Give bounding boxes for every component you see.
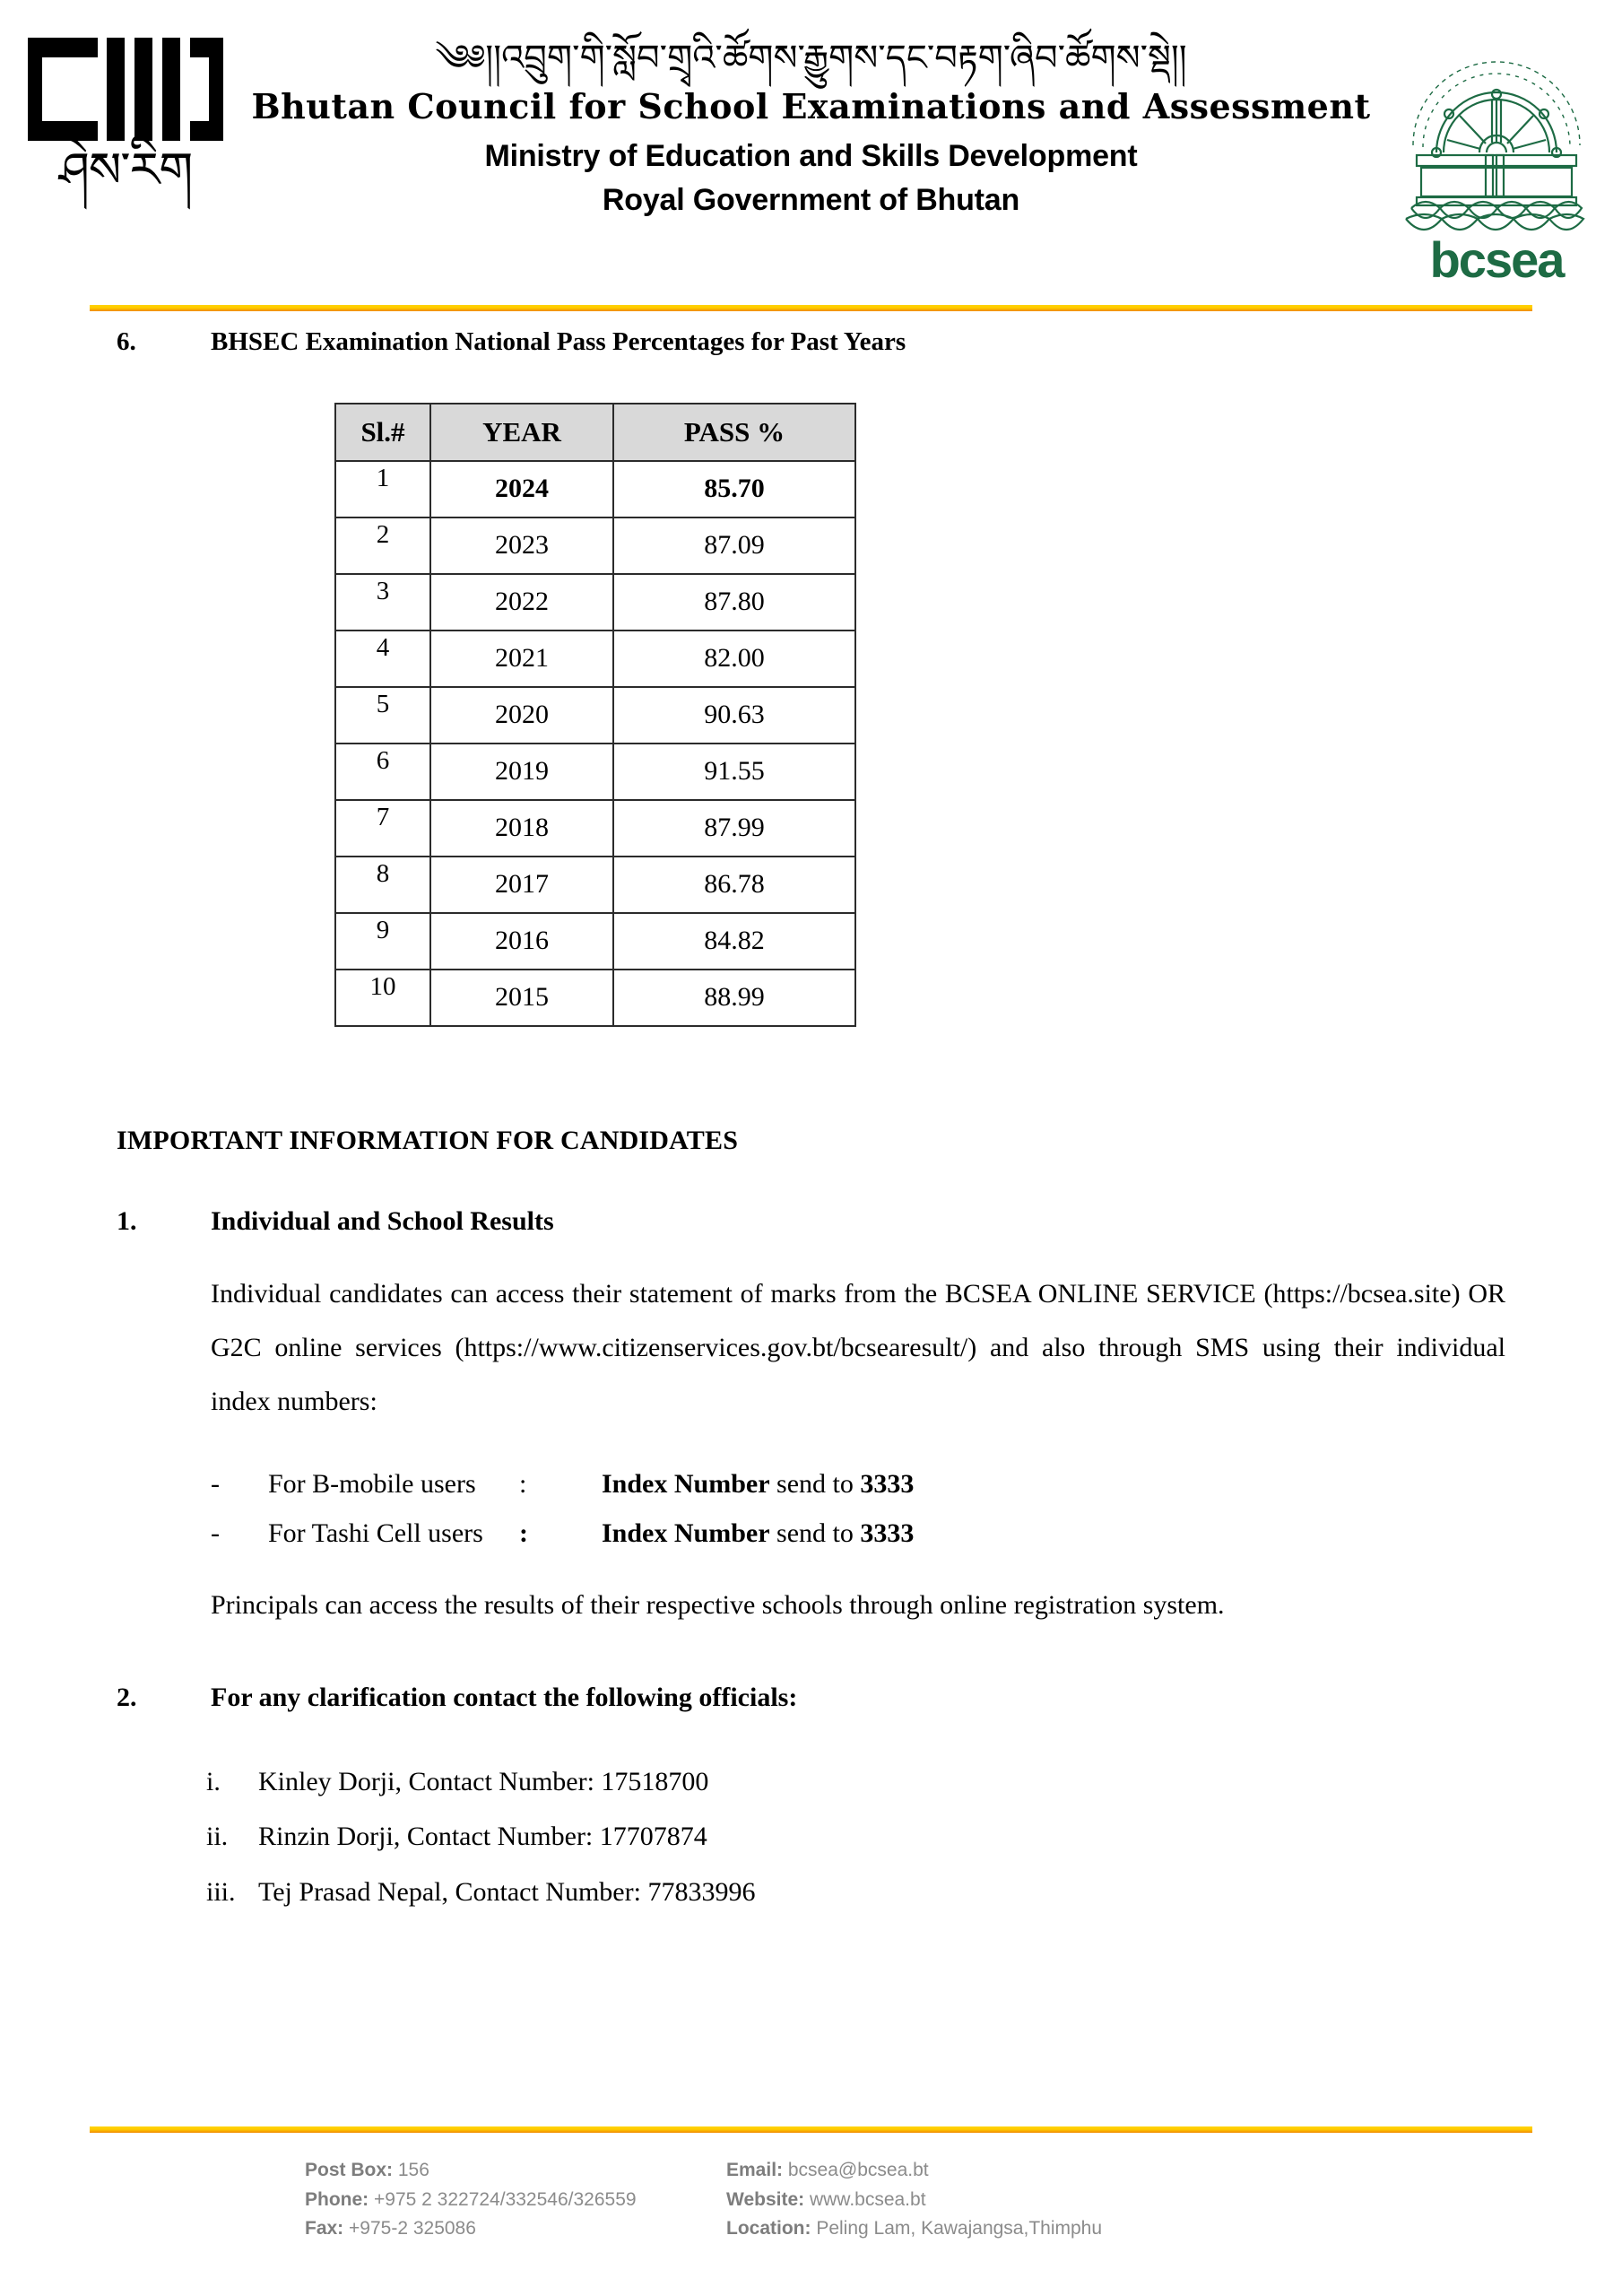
cell-year: 2022: [430, 574, 613, 631]
cell-pass-percent: 82.00: [613, 631, 855, 687]
footer-website-value[interactable]: www.bcsea.bt: [804, 2188, 926, 2210]
item-2-title: For any clarification contact the following officials:: [211, 1682, 798, 1712]
book-emblem-icon: [28, 38, 223, 141]
sms-operator-label: For B-mobile users: [268, 1468, 476, 1499]
footer-website-label: Website:: [726, 2188, 805, 2210]
table-row: [335, 574, 855, 631]
cell-pass-percent: 91.55: [613, 744, 855, 800]
pass-percentage-table: [334, 403, 856, 1027]
column-header-sl: Sl.#: [335, 404, 430, 461]
footer-location-label: Location:: [726, 2218, 811, 2239]
cell-year: 2021: [430, 631, 613, 687]
cell-year: 2020: [430, 687, 613, 744]
ministry-emblem-dzongkha: ཤེས་རིག: [58, 142, 193, 198]
column-header-pass: PASS %: [613, 404, 855, 461]
pass-percentage-table-wrapper: [117, 403, 1505, 1027]
ministry-name: Ministry of Education and Skills Development: [484, 139, 1138, 173]
sms-index-number-label: Index Number: [602, 1518, 770, 1549]
cell-pass-percent: 87.99: [613, 800, 855, 857]
cell-pass-percent: 87.09: [613, 517, 855, 574]
sms-instruction-list: [211, 1459, 1505, 1559]
cell-sl: 8: [335, 857, 430, 913]
footer-location: [726, 2214, 1622, 2244]
footer-contact-left: [305, 2156, 726, 2244]
footer-fax-label: Fax:: [305, 2218, 344, 2239]
sms-colon-separator: :: [519, 1468, 527, 1499]
footer-phone: [305, 2186, 726, 2215]
item-1-heading: [117, 1206, 1505, 1237]
document-body: [0, 326, 1622, 1919]
table-row: [335, 857, 855, 913]
sms-shortcode: 3333: [860, 1518, 915, 1549]
list-marker: ii.: [206, 1822, 229, 1852]
item-1-paragraph: Individual candidates can access their statement of marks from the BCSEA ONLINE SERVICE (https://bcsea.site) OR G2C online services (https://www.citizenservices.gov.bt/bcsearesult/) and also through SMS using their individual index numbers:: [211, 1278, 1505, 1416]
item-2-heading: [117, 1683, 1505, 1713]
table-row: [335, 461, 855, 517]
council-name: Bhutan Council for School Examinations and Assessment: [251, 86, 1371, 126]
cell-year: 2016: [430, 913, 613, 970]
cell-sl: 9: [335, 913, 430, 970]
footer-divider-rule: [90, 2126, 1532, 2133]
official-contact-text: Kinley Dorji, Contact Number: 17518700: [258, 1766, 709, 1796]
footer-postbox: [305, 2156, 726, 2186]
sms-colon-separator: :: [519, 1518, 528, 1549]
cell-year: 2017: [430, 857, 613, 913]
cell-pass-percent: 90.63: [613, 687, 855, 744]
list-bullet-dash: -: [211, 1518, 220, 1549]
cell-year: 2023: [430, 517, 613, 574]
table-row: [335, 913, 855, 970]
sms-instruction-row: [211, 1509, 1505, 1559]
footer-fax: [305, 2214, 726, 2244]
sms-action-text: Index Number send to 3333: [602, 1518, 915, 1549]
sms-index-number-label: Index Number: [602, 1468, 770, 1499]
table-row: [335, 631, 855, 687]
table-row: [335, 744, 855, 800]
footer-phone-value: +975 2 322724/332546/326559: [369, 2188, 637, 2210]
cell-year: 2018: [430, 800, 613, 857]
cell-pass-percent: 87.80: [613, 574, 855, 631]
table-row: [335, 800, 855, 857]
cell-year: 2019: [430, 744, 613, 800]
sms-shortcode: 3333: [860, 1468, 915, 1499]
cell-sl: 2: [335, 517, 430, 574]
cell-pass-percent: 85.70: [613, 461, 855, 517]
cell-pass-percent: 88.99: [613, 970, 855, 1026]
cell-sl: 5: [335, 687, 430, 744]
header-dzongkha-title: ༄༅།།འབྲུག་གི་སློབ་གྲྭའི་ཚོགས་རྒྱུགས་དང་བརྟག་ཞིབ་ཚོགས་སྡེ།།: [435, 38, 1187, 79]
list-marker: iii.: [206, 1876, 236, 1907]
cell-sl: 6: [335, 744, 430, 800]
cell-pass-percent: 86.78: [613, 857, 855, 913]
officials-contact-list: [206, 1754, 1505, 1920]
cell-sl: 1: [335, 461, 430, 517]
list-bullet-dash: -: [211, 1468, 220, 1499]
header-titles: [251, 0, 1371, 218]
bcsea-logo: [1371, 0, 1622, 288]
list-marker: i.: [206, 1766, 221, 1796]
footer-phone-label: Phone:: [305, 2188, 369, 2210]
table-header-row: [335, 404, 855, 461]
footer-email-label: Email:: [726, 2160, 784, 2181]
section-title: BHSEC Examination National Pass Percentages for Past Years: [211, 327, 906, 356]
column-header-year: YEAR: [430, 404, 613, 461]
footer-website: [726, 2186, 1622, 2215]
footer-email-value[interactable]: bcsea@bcsea.bt: [783, 2160, 929, 2181]
ministry-emblem: [0, 0, 251, 198]
item-1-title: Individual and School Results: [211, 1205, 554, 1236]
section-heading-6: [117, 326, 1505, 360]
sms-operator-label: For Tashi Cell users: [268, 1518, 483, 1549]
official-contact-text: Tej Prasad Nepal, Contact Number: 77833996: [258, 1876, 756, 1907]
sms-instruction-row: [211, 1459, 1505, 1509]
government-name: Royal Government of Bhutan: [602, 183, 1020, 217]
footer-postbox-value: 156: [393, 2160, 429, 2181]
table-row: [335, 687, 855, 744]
cell-sl: 10: [335, 970, 430, 1026]
official-contact-text: Rinzin Dorji, Contact Number: 17707874: [258, 1822, 707, 1852]
footer-email: [726, 2156, 1622, 2186]
official-contact-row: [206, 1754, 1505, 1810]
cell-year: 2015: [430, 970, 613, 1026]
header-divider-rule: [90, 305, 1532, 311]
footer-contact-right: [726, 2156, 1622, 2244]
cell-sl: 3: [335, 574, 430, 631]
item-2-number: 2.: [117, 1682, 137, 1712]
table-row: [335, 970, 855, 1026]
page-footer: [0, 2126, 1622, 2244]
table-row: [335, 517, 855, 574]
page-header: [0, 0, 1622, 305]
official-contact-row: [206, 1865, 1505, 1920]
footer-postbox-label: Post Box:: [305, 2160, 394, 2181]
dharma-wheel-lotus-icon: [1393, 27, 1600, 251]
sms-action-text: Index Number send to 3333: [602, 1468, 915, 1499]
bcsea-wordmark: bcsea: [1429, 231, 1564, 288]
section-number: 6.: [117, 327, 136, 356]
principals-paragraph: Principals can access the results of their respective schools through online registration system.: [211, 1589, 1225, 1620]
footer-location-value: Peling Lam, Kawajangsa,Thimphu: [811, 2218, 1103, 2239]
cell-sl: 4: [335, 631, 430, 687]
important-information-heading: IMPORTANT INFORMATION FOR CANDIDATES: [117, 1125, 739, 1155]
cell-pass-percent: 84.82: [613, 913, 855, 970]
cell-sl: 7: [335, 800, 430, 857]
footer-fax-value: +975-2 325086: [343, 2218, 476, 2239]
item-1-number: 1.: [117, 1205, 137, 1236]
official-contact-row: [206, 1809, 1505, 1865]
cell-year: 2024: [430, 461, 613, 517]
